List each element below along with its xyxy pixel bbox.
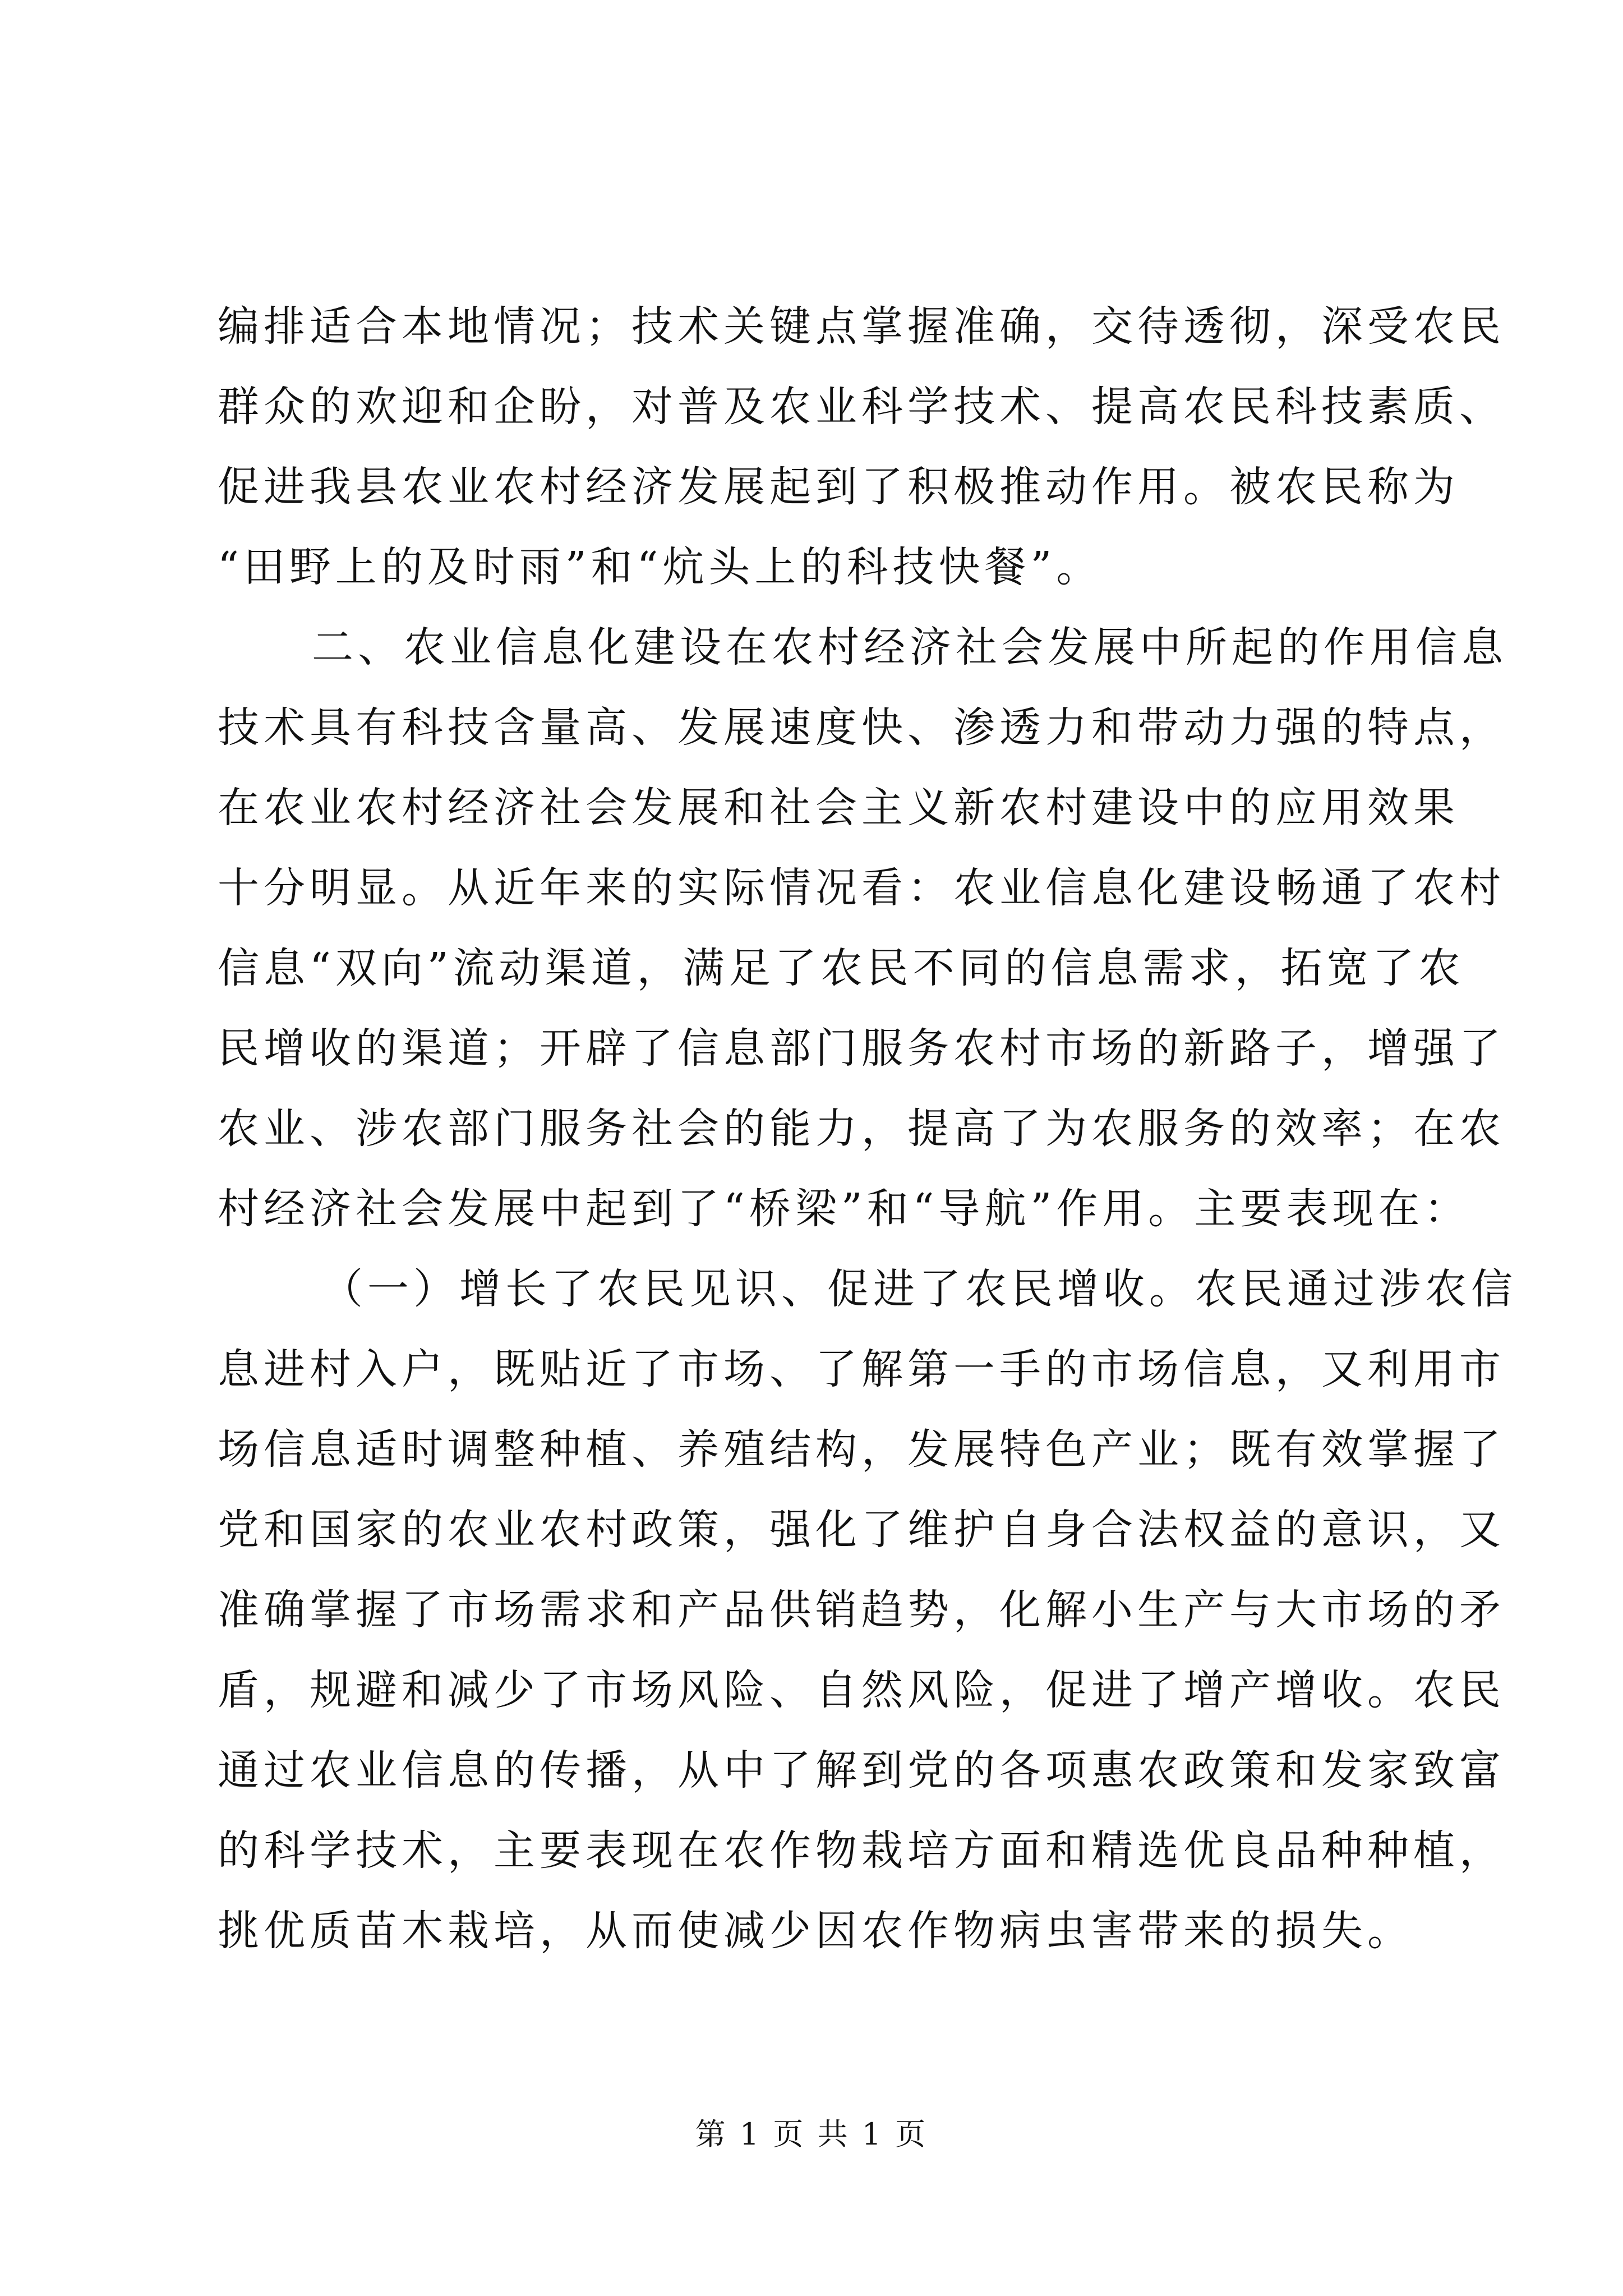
text-line: 农业、涉农部门服务社会的能力，提高了为农服务的效率；在农 — [218, 1105, 1505, 1153]
text-line: 促进我县农业农村经济发展起到了积极推动作用。被农民称为 — [218, 463, 1459, 511]
text-line: 息进村入户，既贴近了市场、了解第一手的市场信息，又利用市 — [218, 1345, 1505, 1393]
text-line: “田野上的及时雨”和“炕头上的科技快餐”。 — [218, 543, 1103, 591]
text-line: 群众的欢迎和企盼，对普及农业科学技术、提高农民科技素质、 — [218, 383, 1505, 431]
text-line: 通过农业信息的传播，从中了解到党的各项惠农政策和发家致富 — [218, 1746, 1505, 1795]
text-line: 技术具有科技含量高、发展速度快、渗透力和带动力强的特点， — [218, 703, 1505, 752]
text-line: 场信息适时调整种植、养殖结构，发展特色产业；既有效掌握了 — [218, 1425, 1505, 1474]
text-line: 十分明显。从近年来的实际情况看：农业信息化建设畅通了农村 — [218, 864, 1505, 912]
text-line: 的科学技术，主要表现在农作物栽培方面和精选优良品种种植， — [218, 1826, 1505, 1875]
text-line: 在农业农村经济社会发展和社会主义新农村建设中的应用效果 — [218, 784, 1459, 832]
text-line: 党和国家的农业农村政策，强化了维护自身合法权益的意识，又 — [218, 1506, 1505, 1554]
text-line: 盾，规避和减少了市场风险、自然风险，促进了增产增收。农民 — [218, 1666, 1505, 1714]
text-line: 编排适合本地情况；技术关键点掌握准确，交待透彻，深受农民 — [218, 302, 1505, 351]
text-line: 信息“双向”流动渠道，满足了农民不同的信息需求，拓宽了农 — [218, 944, 1465, 992]
subsection-heading-line: （一）增长了农民见识、促进了农民增收。农民通过涉农信 — [321, 1265, 1517, 1313]
text-line: 挑优质苗木栽培，从而使减少因农作物病虫害带来的损失。 — [218, 1907, 1413, 1955]
text-line: 村经济社会发展中起到了“桥梁”和“导航”作用。主要表现在： — [218, 1185, 1470, 1233]
text-line: 准确掌握了市场需求和产品供销趋势，化解小生产与大市场的矛 — [218, 1586, 1505, 1634]
page-number-footer: 第 1 页 共 1 页 — [695, 2116, 928, 2152]
text-line: 民增收的渠道；开辟了信息部门服务农村市场的新路子，增强了 — [218, 1024, 1505, 1073]
document-body — [218, 287, 1517, 1971]
section-heading-line: 二、农业信息化建设在农村经济社会发展中所起的作用信息 — [312, 623, 1507, 671]
